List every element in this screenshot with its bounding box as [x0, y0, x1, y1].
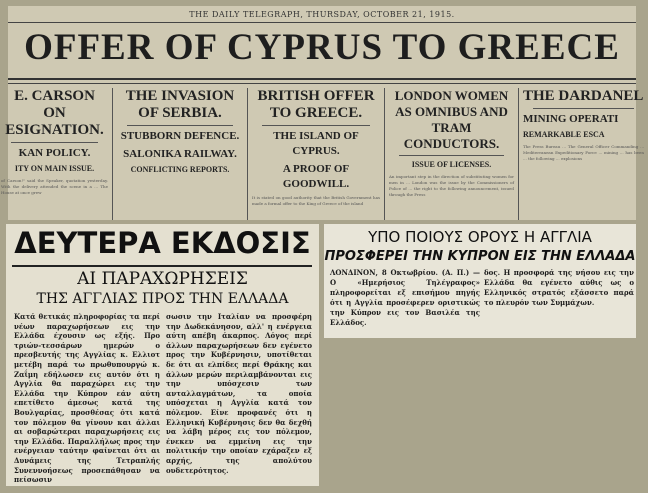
divider	[8, 78, 636, 80]
article-title: ΥΠΟ ΠΟΙΟΥΣ ΟΡΟΥΣ Η ΑΓΓΛΙΑ	[368, 228, 592, 246]
article-column-2: δος. Η προσφορά της νήσου εις την Ελλάδα θα εγένετο αύθις ως ο Ελληνικός στρατός εξάσσετο παρά το πλευρόν των Συμμάχων.	[484, 268, 634, 307]
column-subhead: THE ISLAND OF CYPRUS.	[273, 130, 359, 157]
column-body: It is stated on good authority that the British Government has made a formal offer to the King of Greece of the island	[252, 195, 380, 206]
column-body: An important step in the direction of substituting women for men in ... London was the issue by the Commissioners of Police of ... the right to the following announcement, issued through the Press	[389, 174, 514, 197]
column-body: of Carson!" said the Speaker, quotation yesterday. With the delivery attended the scene in a ... The House at once grew	[1, 178, 108, 195]
divider	[11, 142, 98, 143]
article-subtitle: ΠΡΟΣΦΕΡΕΙ ΤΗΝ ΚΥΠΡΟΝ ΕΙΣ ΤΗΝ ΕΛΛΑΔΑ	[324, 249, 636, 264]
column-headline: E. CARSON ON ESIGNATION.	[5, 88, 104, 138]
column-subhead: SALONIKA RAILWAY.	[123, 148, 237, 160]
article-column-2: σωσιν την Ιταλίαν να προσφέρη την Δωδεκάνησον, αλλ' η ενέργεια αύτη απέβη άκαρπος. Λόγος περί άλλων παραχωρήσεων δεν εγένετο προς την Κυβέρνησιν, υποτίθεται δε ότι αι ελπίδες περί Θράκης και άλλων μερών περιλαμβάνονται εις την υπόσχεσιν των ανταλλαγμάτων, τα οποία υπόσχεται η Αγγλία κατά τον πόλεμον. Είνε προφανές ότι η Ελληνική Κυβέρνησις δεν θα δεχθή να λάβη μέρος εις τον πόλεμον, ένεκεν να εμμείνη εις την πολιτικήν την οποίαν εχάραξεν εξ αρχής, της απολύτου ουδετερότητος.	[166, 312, 312, 475]
divider	[127, 125, 233, 126]
column-subhead: A PROOF OF GOODWILL.	[282, 163, 350, 190]
divider	[8, 22, 636, 23]
masthead: THE DAILY TELEGRAPH, THURSDAY, OCTOBER 21, 1915.	[189, 10, 455, 19]
column-subhead: CONFLICTING REPORTS.	[130, 165, 230, 174]
greek-clipping-second-edition	[6, 224, 319, 486]
divider	[12, 265, 312, 267]
article-subtitle: ΤΗΣ ΑΓΓΛΙΑΣ ΠΡΟΣ ΤΗΝ ΕΛΛΑΔΑ	[36, 291, 289, 307]
article-column-1: ΛΟΝΔΙΝΟΝ, 8 Οκτωβρίου. (Α. Π.) — Ο «Ημερήσιος Τηλέγραφος» πληροφορείται εξ επισήμου πηγής ότι η Αγγλία προσέφερεν οριστικώς την Κύπρον εις τον Βασιλέα της Ελλάδος.	[330, 268, 480, 327]
divider	[8, 83, 636, 84]
column-subhead: ITY ON MAIN ISSUE.	[14, 164, 95, 173]
edition-banner: ΔΕΥΤΕΡΑ ΕΚΔΟΣΙΣ	[14, 226, 311, 260]
column-subhead: STUBBORN DEFENCE.	[120, 130, 240, 142]
telegraph-clipping	[1, 6, 644, 220]
column-headline: THE DARDANEL	[523, 88, 644, 104]
column-body: The Press Bureau ... The General Officer Commanding ... Mediterranean Expeditionary Force ... mining ... has been ... the following ... explosions	[523, 144, 644, 161]
column-headline: THE INVASION OF SERBIA.	[125, 88, 235, 121]
column-subhead: KAN POLICY.	[18, 147, 91, 159]
column-subhead: MINING OPERATI	[523, 113, 619, 125]
column-headline: LONDON WOMEN AS OMNIBUS AND TRAM CONDUCTORS.	[394, 88, 509, 151]
column-london-women	[384, 88, 518, 220]
column-dardanelles	[518, 88, 648, 220]
main-headline: OFFER OF CYPRUS TO GREECE	[24, 27, 620, 68]
column-serbia	[112, 88, 247, 220]
column-subhead: ISSUE OF LICENSES.	[411, 160, 492, 169]
article-column-1: Κατά θετικάς πληροφορίας τα περί νέων παραχωρήσεων εις την Ελλάδα έχουσιν ως εξής. Προ τριών-τεσσάρων ημερών ο πρεσβευτής της Αγγλίας κ. Ελλιοτ μετέβη παρά τω πρωθυπουργώ κ. Ζαΐμη εδήλωσεν εις αυτόν ότι η Αγγλία θα παραχώρει εις την Ελλάδα την Κύπρον εάν αύτη επετίθετο άμεσως κατά της Βουλγαρίας, προσθέσας ότι κατά τον πόλεμον θα γίνουν και άλλαι αι σοβαρώτεραι παραχωρήσεις εις την Ελλάδα. Παραλλήλως προς την ενέργειαν ταύτην φαίνεται ότι αι Δυνάμεις της Τετραπλής Συνεννοήσεως προσεπάθησαν να πείσωσιν	[14, 312, 160, 485]
article-title: ΑΙ ΠΑΡΑΧΩΡΗΣΕΙΣ	[77, 269, 248, 289]
column-headline: BRITISH OFFER TO GREECE.	[257, 88, 375, 121]
divider	[533, 108, 634, 109]
greek-clipping-terms	[324, 224, 636, 338]
column-cyprus	[247, 88, 384, 220]
column-subhead: REMARKABLE ESCA	[523, 130, 605, 139]
column-carson	[0, 88, 112, 220]
divider	[262, 125, 370, 126]
divider	[399, 155, 504, 156]
